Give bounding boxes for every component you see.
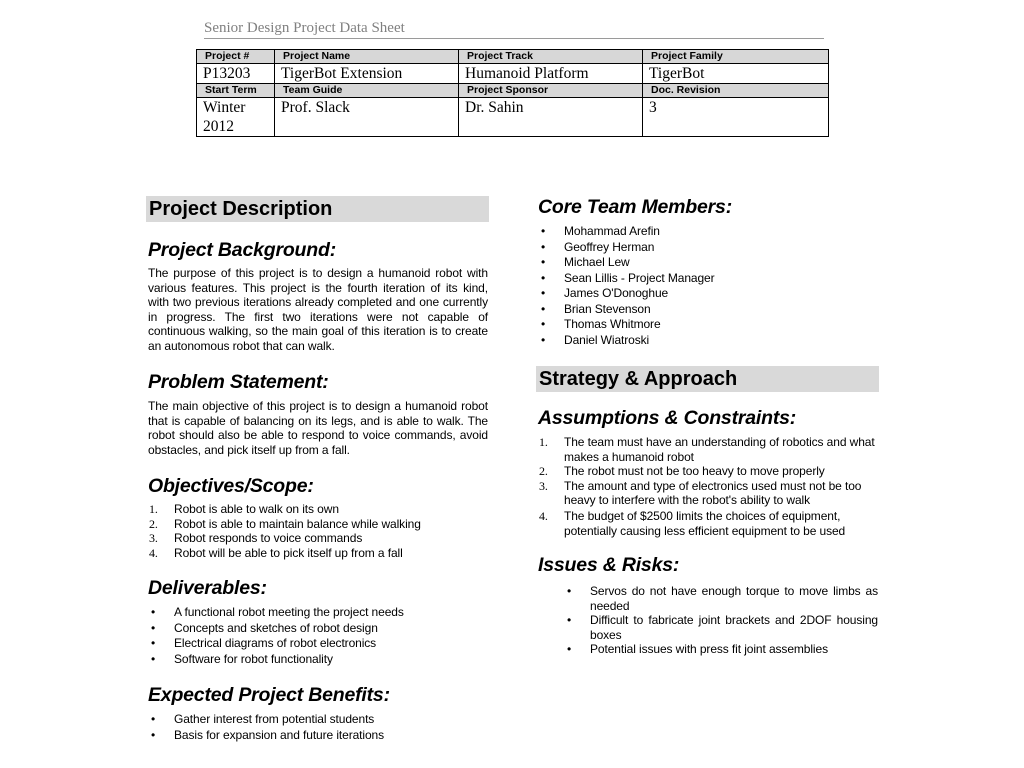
bullet-icon: • [151,712,156,726]
bullet-icon: • [541,332,546,347]
list-item: • Mohammad Arefin [541,224,660,238]
table-row [197,98,829,137]
doc-revision: 3 [643,98,829,137]
bullet-icon: • [151,636,156,650]
bullet-icon: • [541,270,546,285]
list-item: • Michael Lew [541,255,630,269]
list-item: 2. Robot is able to maintain balance while walking [149,516,421,531]
list-item: • Servos do not have enough torque to move limbs as needed [567,584,878,613]
list-item: • Daniel Wiatroski [541,332,650,347]
heading-problem-statement: Problem Statement: [148,371,329,393]
list-item: • Electrical diagrams of robot electronics [151,636,377,650]
list-item: • Concepts and sketches of robot design [151,620,378,635]
heading-objectives-scope: Objectives/Scope: [148,475,314,497]
list-item: • Brian Stevenson [541,301,651,316]
background-paragraph: The purpose of this project is to design a humanoid robot with various features. This project is the fourth iteration of its kind, with two previous iterations already completed and one currently in progress. The first two iterations were not capable of continuous walking, so the main goal of this iteration is to create an autonomous robot that can walk. [148,266,488,353]
assumptions-list [538,435,878,538]
bullet-icon: • [151,727,156,742]
table-header-row [197,50,829,64]
table-header-cell: Project Family [643,50,829,64]
list-item: • Sean Lillis - Project Manager [541,270,715,285]
benefits-list [148,712,488,743]
team-members-list [538,224,878,348]
list-item: 4. Robot will be able to pick itself up from a fall [149,545,403,560]
list-item: 1. Robot is able to walk on its own [149,502,339,516]
list-item: 1. The team must have an understanding of robotics and what makes a humanoid robot [539,435,875,464]
list-item: • James O'Donoghue [541,286,669,300]
objectives-list [148,502,488,560]
list-item: • Software for robot functionality [151,651,333,666]
bullet-icon: • [541,317,546,331]
bullet-icon: • [567,613,572,628]
bullet-icon: • [151,651,156,666]
table-header-cell: Project Track [459,50,643,64]
deliverables-list [148,605,488,667]
bullet-icon: • [541,286,546,300]
bullet-icon: • [567,584,572,598]
table-header-cell: Start Term [197,84,275,98]
bullet-icon: • [567,642,572,657]
section-title-project-description: Project Description [146,196,489,222]
start-term: Winter 2012 [197,98,275,137]
table-row [197,64,829,84]
project-info-table [196,49,829,137]
table-header-cell: Doc. Revision [643,84,829,98]
issues-risks-list [564,584,878,657]
heading-core-team-members: Core Team Members: [538,196,732,218]
heading-assumptions-constraints: Assumptions & Constraints: [538,407,797,429]
list-item: • Thomas Whitmore [541,317,661,331]
table-header-row [197,84,829,98]
bullet-icon: • [151,620,156,635]
list-item: • Basis for expansion and future iterations [151,727,385,742]
heading-issues-risks: Issues & Risks: [538,554,680,576]
problem-paragraph: The main objective of this project is to design a humanoid robot that is capable of balancing on its legs, and is able to walk. The robot should also be able to respond to voice commands, avoid obstacles, and pick itself up from a fall. [148,399,488,457]
list-item: 4. The budget of $2500 limits the choices of equipment, potentially causing less efficient equipment to be used [539,508,846,538]
bullet-icon: • [541,255,546,269]
list-item: • A functional robot meeting the project needs [151,605,404,619]
heading-project-background: Project Background: [148,239,336,261]
list-item: 2. The robot must not be too heavy to move properly [539,464,825,479]
table-header-cell: Project Name [275,50,459,64]
list-item: • Gather interest from potential students [151,712,375,726]
list-item: • Geoffrey Herman [541,239,655,254]
table-header-cell: Project Sponsor [459,84,643,98]
list-item: • Difficult to fabricate joint brackets and 2DOF housing boxes [567,613,878,642]
bullet-icon: • [541,239,546,254]
project-name: TigerBot Extension [275,64,459,84]
project-family: TigerBot [643,64,829,84]
list-item: • Potential issues with press fit joint assemblies [567,642,828,657]
doc-title: Senior Design Project Data Sheet [204,20,824,39]
list-item: 3. The amount and type of electronics used must not be too heavy to interfere with the robot's ability to walk [539,478,862,508]
bullet-icon: • [151,605,156,619]
team-guide: Prof. Slack [275,98,459,137]
section-title-strategy-approach: Strategy & Approach [536,366,879,392]
table-header-cell: Team Guide [275,84,459,98]
bullet-icon: • [541,301,546,316]
project-sponsor: Dr. Sahin [459,98,643,137]
heading-deliverables: Deliverables: [148,577,267,599]
list-item: 3. Robot responds to voice commands [149,531,363,546]
table-header-cell: Project # [197,50,275,64]
bullet-icon: • [541,224,546,238]
project-track: Humanoid Platform [459,64,643,84]
project-number: P13203 [197,64,275,84]
heading-expected-benefits: Expected Project Benefits: [148,684,390,706]
